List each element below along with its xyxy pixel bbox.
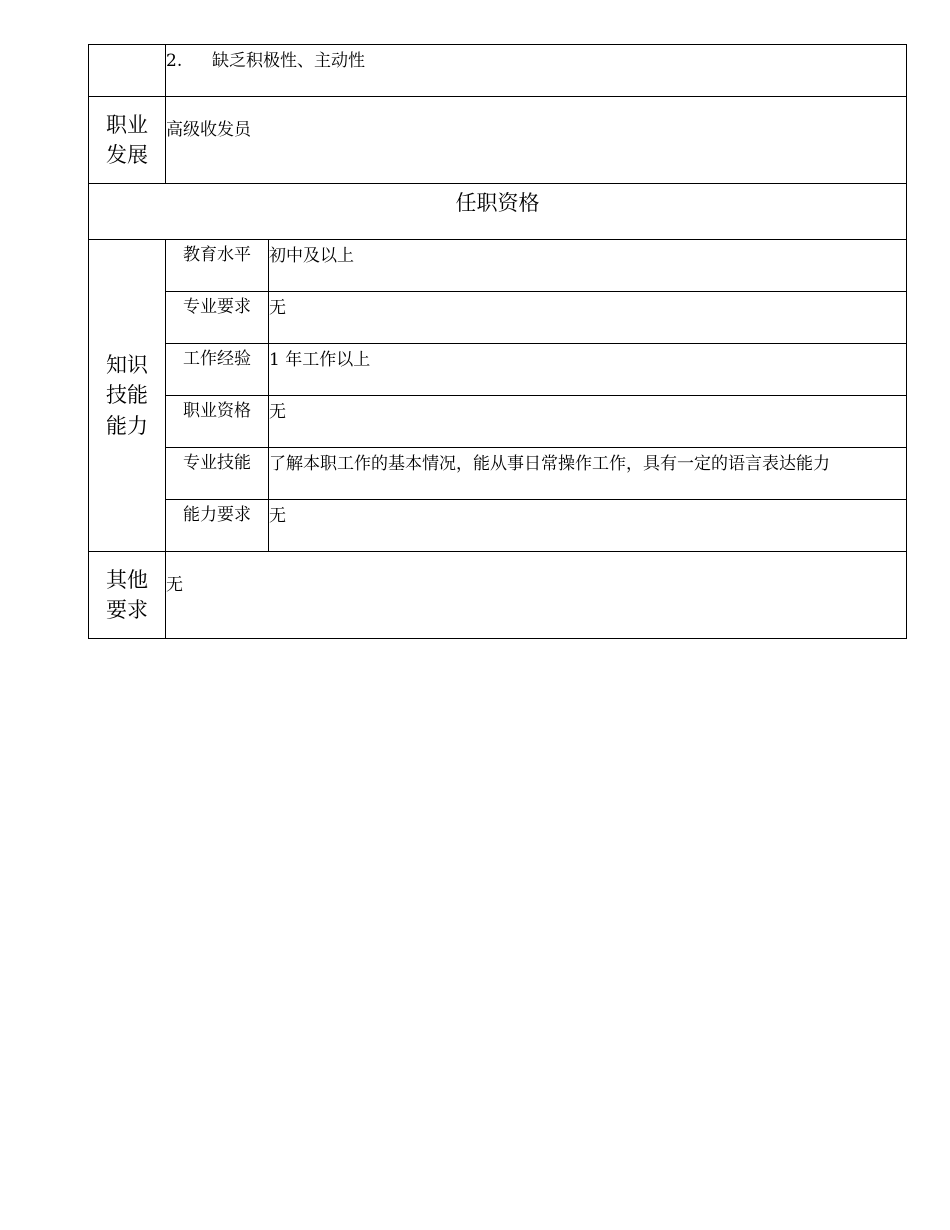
other-label-line2: 要求 [106,598,148,622]
other-requirements-value: 无 [166,552,907,639]
qualification-label: 专业要求 [166,292,269,344]
qualification-label: 职业资格 [166,396,269,448]
qualification-value: 了解本职工作的基本情况，能从事日常操作工作，具有一定的语言表达能力 [269,448,907,500]
group-label-line3: 能力 [106,413,148,438]
career-row [89,97,907,184]
other-label-line1: 其他 [106,567,148,592]
qualification-value: 1 年工作以上 [269,344,907,396]
qualification-row-ability [89,500,907,552]
other-requirements-label [89,552,166,639]
qualification-row-certification [89,396,907,448]
group-label-line1: 知识 [106,352,148,377]
qualification-label: 工作经验 [166,344,269,396]
knowledge-skill-ability-label [89,240,166,552]
job-description-table [88,44,907,639]
qualification-value: 无 [269,396,907,448]
weakness-label-cell [89,45,166,97]
qualification-row-experience [89,344,907,396]
weakness-text: 缺乏积极性、主动性 [212,51,365,71]
weakness-number: 2. [166,51,183,71]
qualification-value: 无 [269,292,907,344]
qualification-row-skills [89,448,907,500]
career-label-line1: 职业 [106,112,148,137]
qualification-label: 能力要求 [166,500,269,552]
qualification-label: 教育水平 [166,240,269,292]
other-requirements-row [89,552,907,639]
qualification-row-major [89,292,907,344]
qualifications-header-row [89,184,907,240]
career-value: 高级收发员 [166,97,907,184]
qualification-row-education [89,240,907,292]
qualifications-title: 任职资格 [89,184,907,240]
career-label-line2: 发展 [106,143,148,167]
weakness-cell [166,45,907,97]
weakness-row [89,45,907,97]
career-label [89,97,166,184]
group-label-line2: 技能 [106,383,148,408]
qualification-value: 无 [269,500,907,552]
qualification-label: 专业技能 [166,448,269,500]
qualification-value: 初中及以上 [269,240,907,292]
